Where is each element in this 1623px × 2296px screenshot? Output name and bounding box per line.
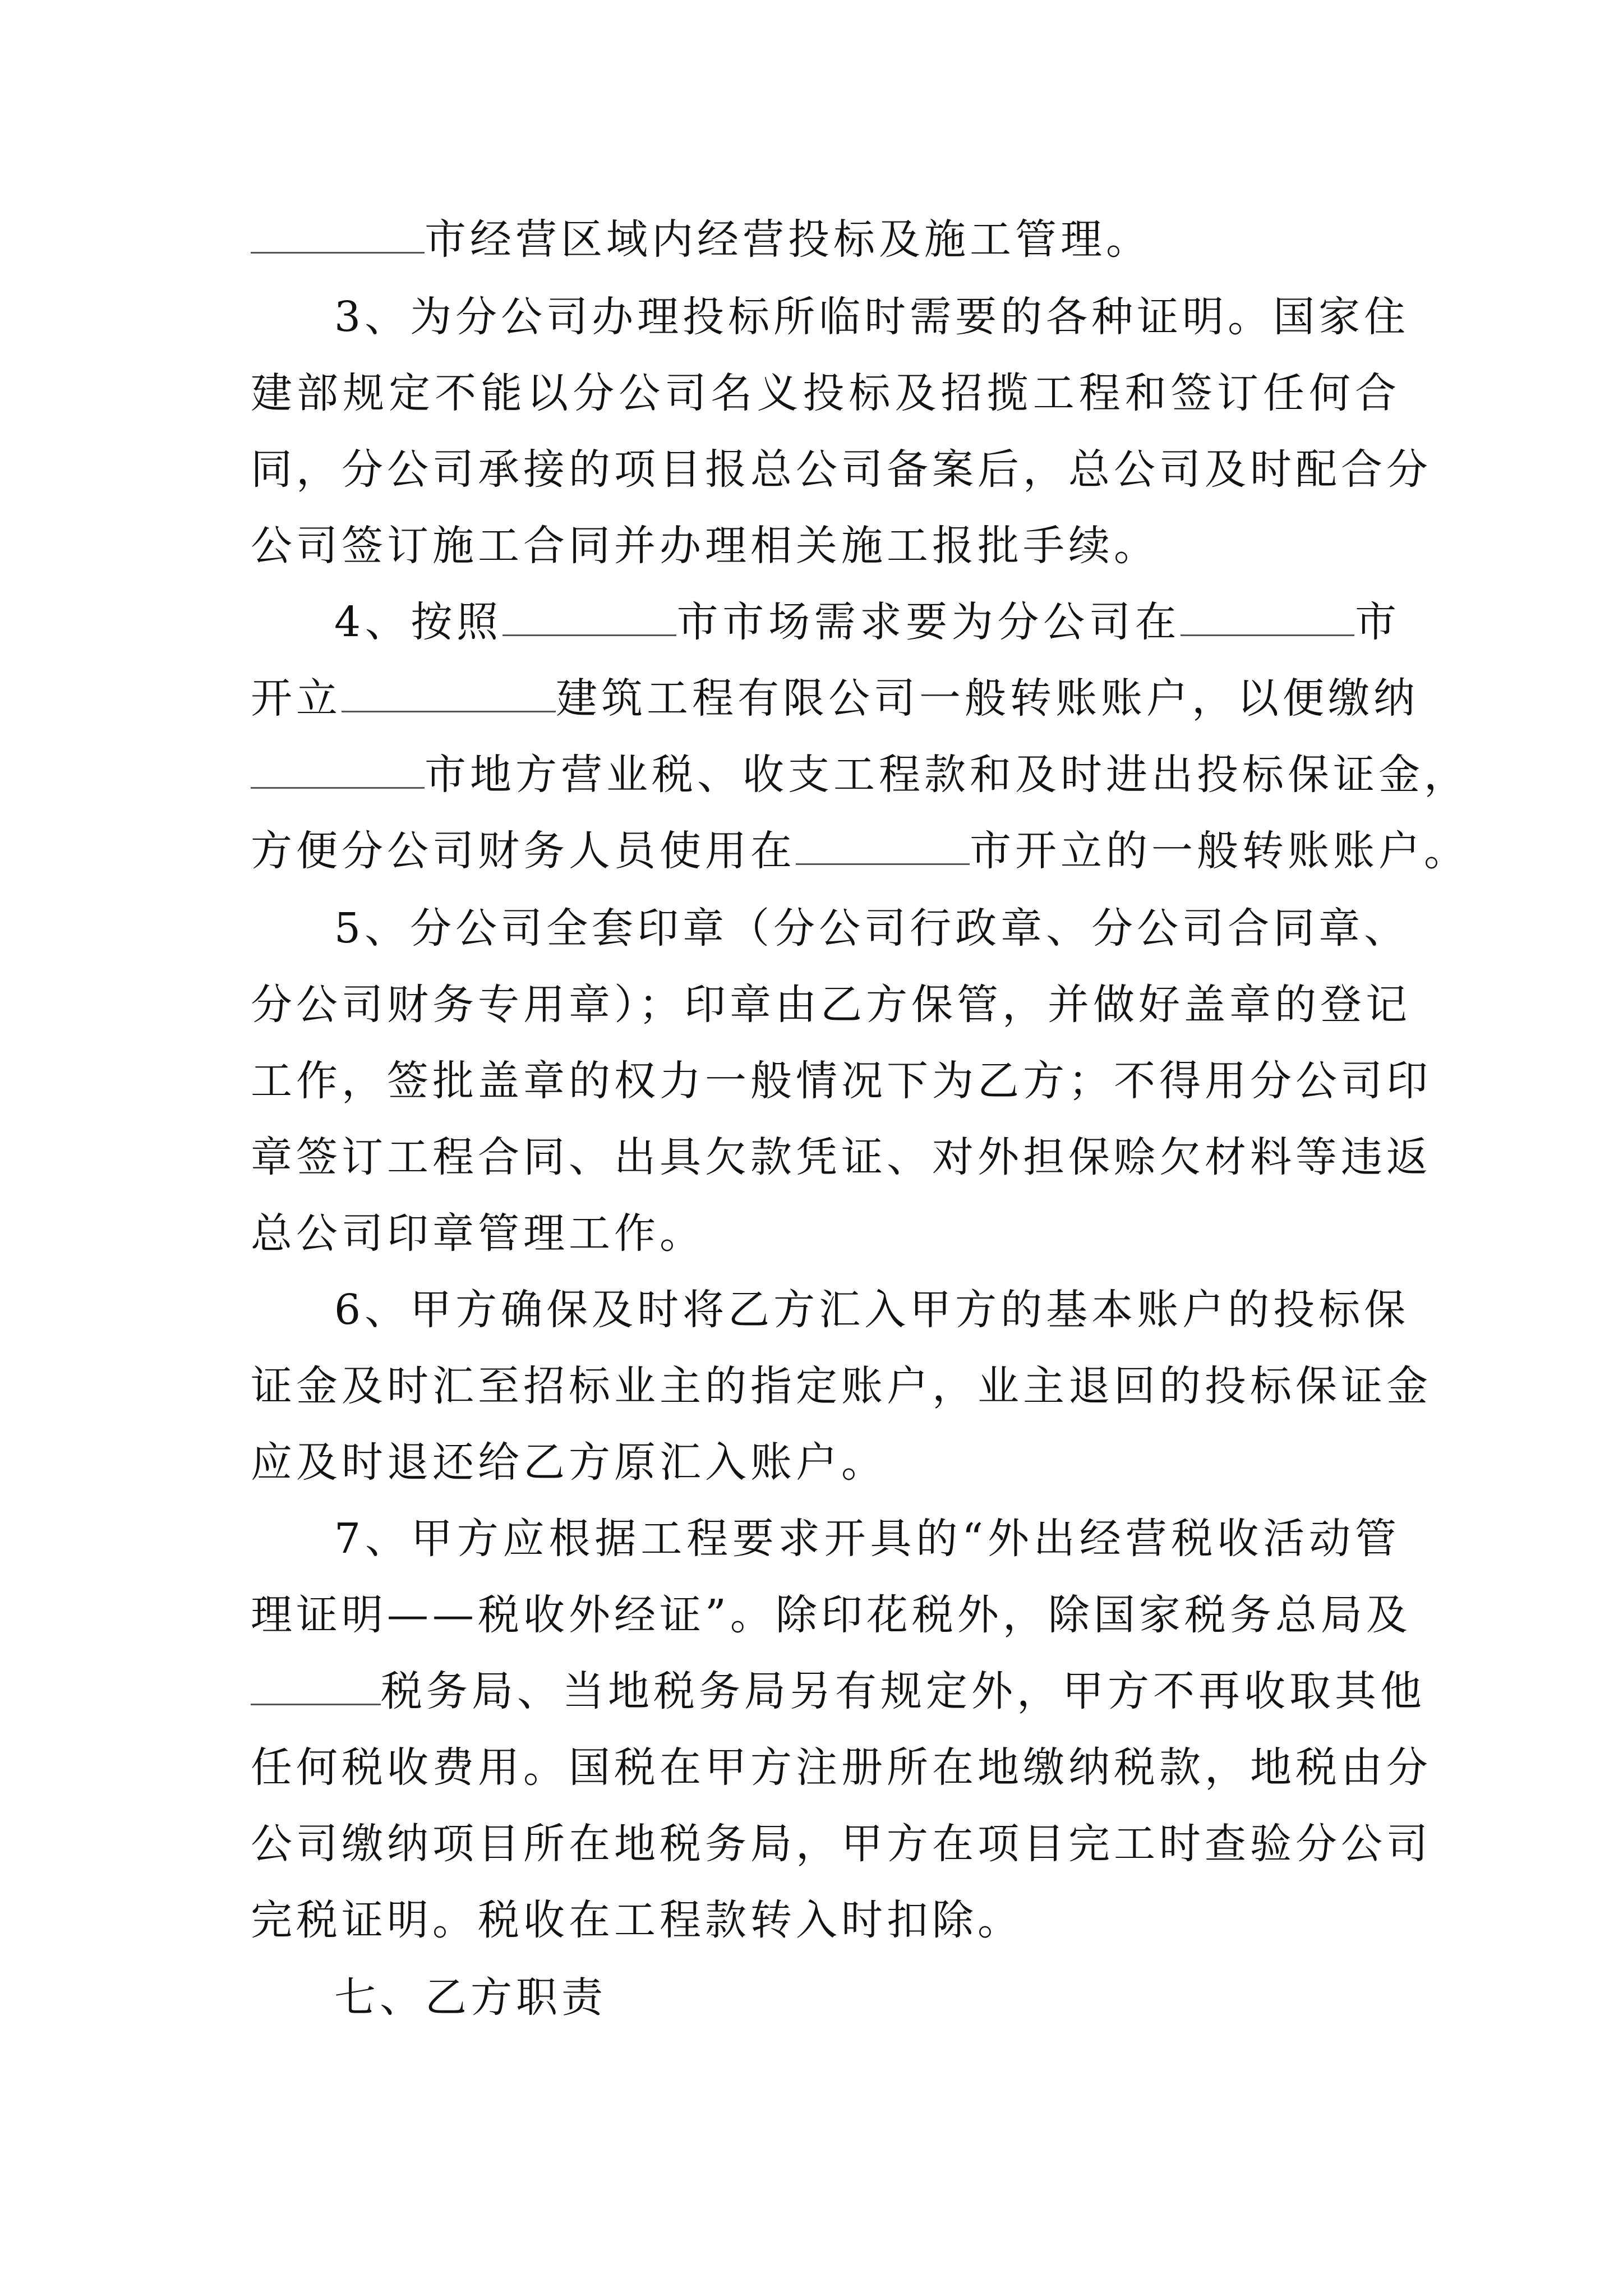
- fill-blank: [502, 602, 676, 636]
- text-line: 证金及时汇至招标业主的指定账户，业主退回的投标保证金: [251, 1362, 1432, 1410]
- text-line: 同，分公司承接的项目报总公司备案后，总公司及时配合分: [251, 445, 1432, 494]
- text-line: 章签订工程合同、出具欠款凭证、对外担保赊欠材料等违返: [251, 1133, 1432, 1181]
- fill-blank: [251, 1671, 381, 1705]
- text-line: 市地方营业税、收支工程款和及时进出投标保证金，: [251, 744, 1400, 806]
- fill-blank: [251, 219, 425, 254]
- text-line: 税务局、当地税务局另有规定外，甲方不再收取其他: [251, 1660, 1400, 1722]
- fill-blank: [251, 754, 425, 789]
- text-line: 应及时退还给乙方原汇入账户。: [251, 1438, 887, 1487]
- clause-7-line-1: 7、甲方应根据工程要求开具的“外出经营税收活动管: [334, 1515, 1400, 1563]
- fill-blank: [796, 831, 970, 865]
- fill-blank: [342, 678, 556, 712]
- text-line: 公司缴纳项目所在地税务局，甲方在项目完工时查验分公司: [251, 1820, 1432, 1868]
- text-line: 任何税收费用。国税在甲方注册所在地缴纳税款，地税由分: [251, 1743, 1432, 1792]
- clause-3-line-1: 3、为分公司办理投标所临时需要的各种证明。国家住: [334, 293, 1410, 341]
- clause-6-line-1: 6、甲方确保及时将乙方汇入甲方的基本账户的投标保: [334, 1286, 1410, 1334]
- section-heading: 七、乙方职责: [334, 1973, 607, 2022]
- text-line: 理证明——税收外经证”。除印花税外，除国家税务总局及: [251, 1591, 1412, 1639]
- text-line: 市经营区域内经营投标及施工管理。: [251, 209, 1400, 270]
- text-line: 完税证明。税收在工程款转入时扣除。: [251, 1896, 1023, 1944]
- text-line: 开立 建筑工程有限公司一般转账账户，以便缴纳: [251, 674, 1419, 723]
- text-line: 总公司印章管理工作。: [251, 1209, 705, 1258]
- text-line: 建部规定不能以分公司名义投标及招揽工程和签订任何合: [251, 369, 1400, 417]
- fill-blank: [1181, 602, 1354, 636]
- text-line: 分公司财务专用章）；印章由乙方保管，并做好盖章的登记: [251, 981, 1411, 1029]
- text-line: 工作，签批盖章的权力一般情况下为乙方；不得用分公司印: [251, 1057, 1432, 1105]
- clause-4-line-1: 4、按照 市市场需求要为分公司在 市: [334, 598, 1400, 646]
- text-line: 公司签订施工合同并办理相关施工报批手续。: [251, 522, 1159, 570]
- text-line: 方便分公司财务人员使用在 市开立的一般转账账户。: [251, 827, 1469, 875]
- clause-5-line-1: 5、分公司全套印章（分公司行政章、分公司合同章、: [334, 904, 1410, 953]
